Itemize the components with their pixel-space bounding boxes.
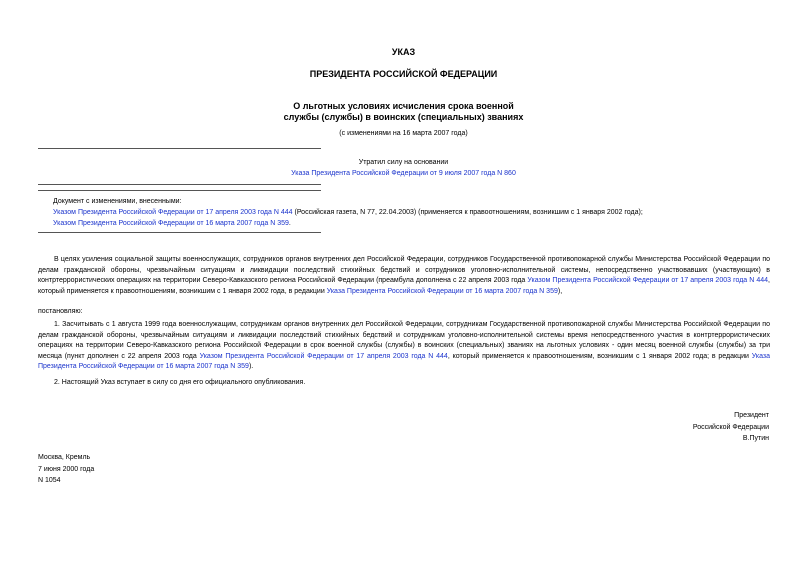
place: Москва, Кремль [38, 454, 91, 461]
signature-title: Президент [734, 412, 769, 419]
preamble-text: ), [557, 287, 563, 295]
changes-block [53, 196, 773, 229]
decree-word: постановляю: [38, 308, 83, 315]
divider [38, 190, 321, 191]
divider [38, 232, 321, 233]
doc-title [0, 101, 807, 123]
preamble-text: В целях усиления социальной защиты военнослужащих, сотрудников органов внутренних дел Российской Федерации, сотрудников Государственной противопожарной службы Министерства Российской Федерации по делам гражданской обороны, чрезвычайным ситуациям и ликвидации последствий стихийных бедствий и сотрудников уголовно-исполнительной системы, непосредственно участвовавших (участвующих) в контртеррористических операциях на территории Северо-Кавказского региона Российской Федерации (преамбула дополнена с 22 апреля 2003 года [38, 256, 770, 285]
clause-2-paragraph: 2. Настоящий Указ вступает в силу со дня его официального опубликования. [54, 379, 306, 386]
clause-1-text: ). [248, 363, 254, 371]
lost-force-link-row [0, 170, 807, 177]
amendment-note: (с изменениями на 16 марта 2007 года) [339, 130, 468, 137]
signature-block [693, 410, 769, 445]
signature-office: Российской Федерации [692, 423, 769, 431]
change-link-359[interactable]: Указом Президента Российской Федерации от 16 марта 2007 года N 359 [53, 220, 289, 227]
date: 7 июня 2000 года [38, 465, 95, 473]
changes-item-text: (Российская газета, N 77, 22.04.2003) (применяется к правоотношениям, возникшим с 1 января 2002 года); [292, 209, 643, 216]
issuer-heading: ПРЕЗИДЕНТА РОССИЙСКОЙ ФЕДЕРАЦИИ [309, 69, 498, 79]
clause-1-link-444[interactable]: Указом Президента Российской Федерации от 17 апреля 2003 года N 444 [199, 352, 448, 360]
place-date-block [38, 452, 94, 487]
divider [38, 184, 321, 185]
doc-title-line-1: О льготных условиях исчисления срока военной [293, 101, 514, 111]
doc-title-line-2: службы (службы) в воинских (специальных) званиях [283, 112, 524, 122]
decree-number: N 1054 [38, 477, 61, 484]
clause-1-paragraph [38, 320, 770, 373]
lost-force-note: Утратил силу на основании [358, 159, 449, 166]
changes-item-text: . [288, 220, 291, 227]
preamble-paragraph [38, 255, 770, 297]
clause-1-text: , который применяется к правоотношениям, возникшим с 1 января 2002 года; в редакции [447, 352, 752, 360]
clause-1-text: 1. Засчитывать с 1 августа 1999 года военнослужащим, сотрудникам органов внутренних дел Российской Федерации, сотрудникам Государственной противопожарной службы Министерства Российской Федерации по делам гражданской обороны, чрезвычайным ситуациям и ликвидации последствий стихийных бедствий и сотрудникам уголовно-исполнительной системы время непосредственного участия в контртеррористических операциях на территории Северо-Кавказского региона Российской Федерации в срок военной службы (службы) в воинских (специальных) званиях на льготных условиях - один месяц военной службы (службы) за три месяца (пункт дополнен с 22 апреля 2003 года [38, 321, 770, 360]
signature-name: В.Путин [742, 435, 769, 442]
changes-intro: Документ с изменениями, внесенными: [53, 198, 182, 205]
doc-type-heading: УКАЗ [391, 47, 416, 57]
preamble-link-359[interactable]: Указа Президента Российской Федерации от 16 марта 2007 года N 359 [326, 287, 558, 295]
change-link-444[interactable]: Указом Президента Российской Федерации от 17 апреля 2003 года N 444 [53, 209, 293, 216]
preamble-link-444[interactable]: Указом Президента Российской Федерации от 17 апреля 2003 года N 444 [527, 277, 769, 285]
divider [38, 148, 321, 149]
clause-1-link-359[interactable]: Указа Президента Российской Федерации от 16 марта 2007 года N 359 [38, 352, 770, 371]
changes-item [53, 218, 773, 229]
preamble-text: , который применяется к правоотношениям, возникшим с 1 января 2002 года, в редакции [38, 277, 770, 295]
changes-item [53, 207, 773, 218]
lost-force-link[interactable]: Указа Президента Российской Федерации от 9 июля 2007 года N 860 [291, 170, 516, 177]
